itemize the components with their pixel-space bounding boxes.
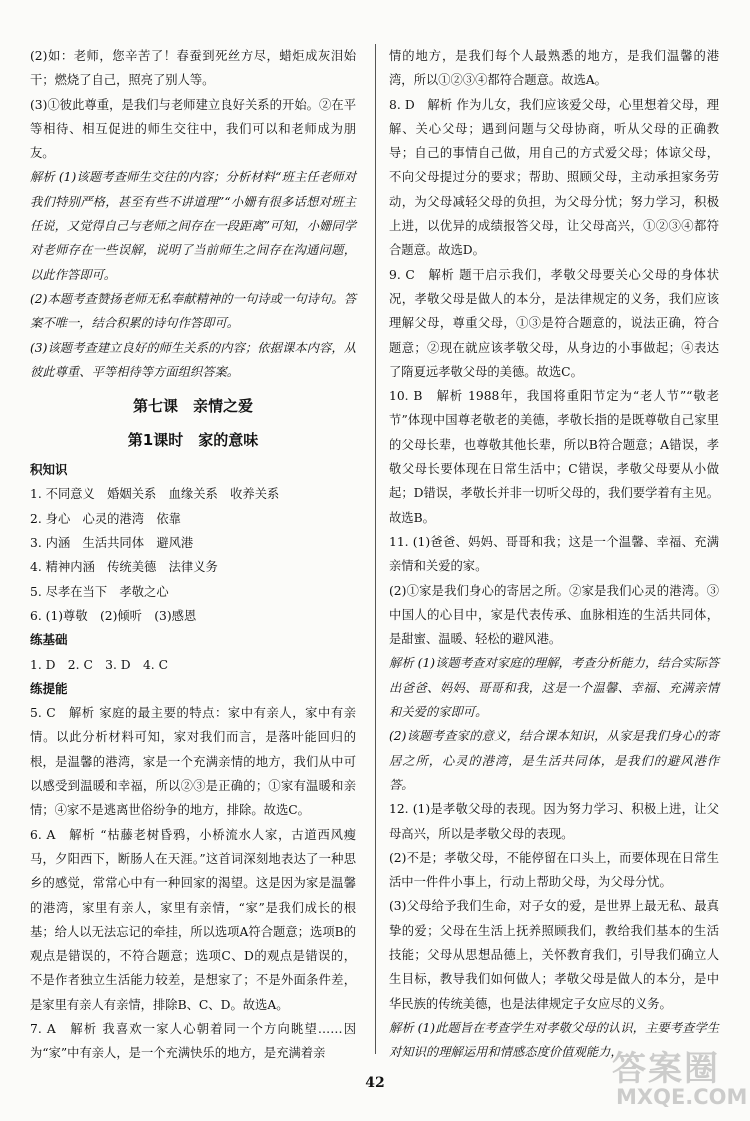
question-answer: 6. A 解析 “枯藤老树昏鸦，小桥流水人家，古道西风瘦马，夕阳西下，断肠人在天涯。”这首词深刻地表达了一种思乡的感觉，常常心中有一种回家的渴望。这是因为家是温馨的港湾，家里有亲人，家里有亲情，“家”是我们成长的根基；给人以无法忘记的牵挂，所以选项A符合题意；选项B的观点是错误的，不符合题意；选项C、D的观点是错误的，不是作者独立生活能力较差，是想家了；不是外面条件差，是家里有亲人有亲情，排除B、C、D。故选A。 [30, 827, 356, 1012]
left-column [30, 44, 356, 1066]
analysis-paragraph: 解析 (1)该题考查对家庭的理解，考查分析能力，结合实际答出爸爸、妈妈、哥哥和我，这是一个温馨、幸福、充满亲情和关爱的家即可。 [389, 656, 719, 720]
answer-paragraph: (3)父母给予我们生命，对子女的爱，是世界上最无私、最真挚的爱；父母在生活上抚养照顾我们，教给我们基本的生活技能；父母从思想品德上，关怀教育我们，引导我们确立人生目标，教导我们如何做人；孝敬父母是做人的本分，是中华民族的传统美德，也是法律规定子女应尽的义务。 [389, 899, 719, 1011]
period-title: 第1课时 家的意味 [127, 431, 259, 450]
knowledge-item: 6. (1)尊敬 (2)倾听 (3)感恩 [30, 608, 197, 623]
page-number: 42 [365, 1075, 385, 1091]
section-heading: 积知识 [30, 462, 68, 478]
analysis-paragraph: 解析 (1)该题考查师生交往的内容；分析材料“班主任老师对我们特别严格，甚至有些不讲道理”“小姗有很多话想对班主任说，又觉得自己与老师之间存在一段距离”可知，小姗同学对老师存在一些误解，说明了当前师生之间存在沟通问题，以此作答即可。 [30, 170, 357, 282]
analysis-paragraph: (2)本题考查赞扬老师无私奉献精神的一句诗或一句诗句。答案不唯一，结合积累的诗句作答即可。 [30, 291, 356, 331]
question-answer: 7. A 解析 我喜欢一家人心朝着同一个方向眺望……因为“家”中有亲人，是一个充满快乐的地方，是充满着亲 [30, 1021, 356, 1061]
section-heading: 练基础 [30, 632, 68, 648]
lesson-title: 第七课 亲情之爱 [132, 397, 253, 416]
question-answer: 5. C 解析 家庭的最主要的特点：家中有亲人，家中有亲情。以此分析材料可知，家对我们而言，是落叶能回归的根，是温馨的港湾，家是一个充满亲情的地方，我们从中可以感受到温暖和幸福，所以②③是正确的；①家有温暖和亲情；④家不是逃离世俗纷争的地方，排除。故选C。 [30, 706, 356, 818]
question-answer: 9. C 解析 题干启示我们，孝敬父母要关心父母的身体状况，孝敬父母是做人的本分，是法律规定的义务，我们应该理解父母，尊重父母，①③是符合题意的，说法正确，符合题意；②现在就应该孝敬父母，从身边的小事做起；④表达了隋夏远孝敬父母的美德。故选C。 [389, 267, 719, 379]
answer-paragraph: (2)不是；孝敬父母，不能停留在口头上，而要体现在日常生活中一件件小事上，行动上帮助父母，为父母分忧。 [389, 850, 719, 890]
right-column [389, 44, 719, 1064]
answer-paragraph: (2)①家是我们身心的寄居之所。②家是我们心灵的港湾。③中国人的心目中，家是代表传承、血脉相连的生活共同体，是甜蜜、温暖、轻松的避风港。 [389, 583, 719, 647]
knowledge-item: 4. 精神内涵 传统美德 法律义务 [30, 560, 218, 575]
question-answer: 8. D 解析 作为儿女，我们应该爱父母，心里想着父母，理解、关心父母；遇到问题与父母协商，听从父母的正确教导；自己的事情自己做，用自己的方式爱父母；体谅父母，不向父母提过分的要求；帮助、照顾父母，主动承担家务劳动，为父母减轻父母的负担，为父母分忧；努力学习，积极上进，以优异的成绩报答父母，让父母高兴，①②③④都符合题意。故选D。 [389, 97, 719, 258]
knowledge-item: 2. 身心 心灵的港湾 依靠 [30, 511, 181, 526]
analysis-paragraph: (2)该题考查家的意义，结合课本知识，从家是我们身心的寄居之所，心灵的港湾，是生活共同体，是我们的避风港作答。 [389, 729, 719, 792]
column-divider [375, 44, 376, 1054]
watermark-title: 答案圈 [612, 1049, 720, 1089]
knowledge-item: 1. 不同意义 婚姻关系 血缘关系 收养关系 [30, 487, 280, 502]
analysis-paragraph: 解析 (1)此题旨在考查学生对孝敬父母的认识，主要考查学生对知识的理解运用和情感态度价值观能力， [389, 1020, 719, 1060]
watermark-subtitle: MXQE.COM [616, 1085, 748, 1109]
question-answer: 10. B 解析 1988年，我国将重阳节定为“老人节”“敬老节”体现中国尊老敬老的美德，孝敬长指的是既尊敬自己家里的父母长辈，也尊敬其他长辈，所以B符合题意；A错误，孝敬父母长要体现在日常生活中；C错误，孝敬父母要从小做起；D错误，孝敬长并非一切听父母的，我们要学着有主见。故选B。 [389, 389, 719, 525]
analysis-paragraph: (3)该题考查建立良好的师生关系的内容；依据课本内容，从彼此尊重、平等相待等方面组织答案。 [30, 340, 356, 379]
basic-answers: 1. D 2. C 3. D 4. C [30, 657, 168, 672]
section-heading: 练提能 [30, 680, 68, 696]
answer-paragraph: (3)①彼此尊重，是我们与老师建立良好关系的开始。②在平等相待、相互促进的师生交往中，我们可以和老师成为朋友。 [30, 97, 356, 161]
question-answer: 12. (1)是孝敬父母的表现。因为努力学习、积极上进，让父母高兴，所以是孝敬父母的表现。 [389, 802, 719, 841]
knowledge-item: 5. 尽孝在当下 孝敬之心 [30, 584, 169, 599]
question-answer: 11. (1)爸爸、妈妈、哥哥和我；这是一个温馨、幸福、充满亲情和关爱的家。 [389, 534, 719, 574]
question-answer: 情的地方，是我们每个人最熟悉的地方，是我们温馨的港湾，所以①②③④都符合题意。故选A。 [389, 49, 719, 88]
answer-paragraph: (2)如：老师，您辛苦了！春蚕到死丝方尽，蜡炬成灰泪始干；燃烧了自己，照亮了别人等。 [30, 49, 356, 88]
knowledge-item: 3. 内涵 生活共同体 避风港 [30, 536, 194, 551]
watermark-logo [606, 1033, 748, 1113]
